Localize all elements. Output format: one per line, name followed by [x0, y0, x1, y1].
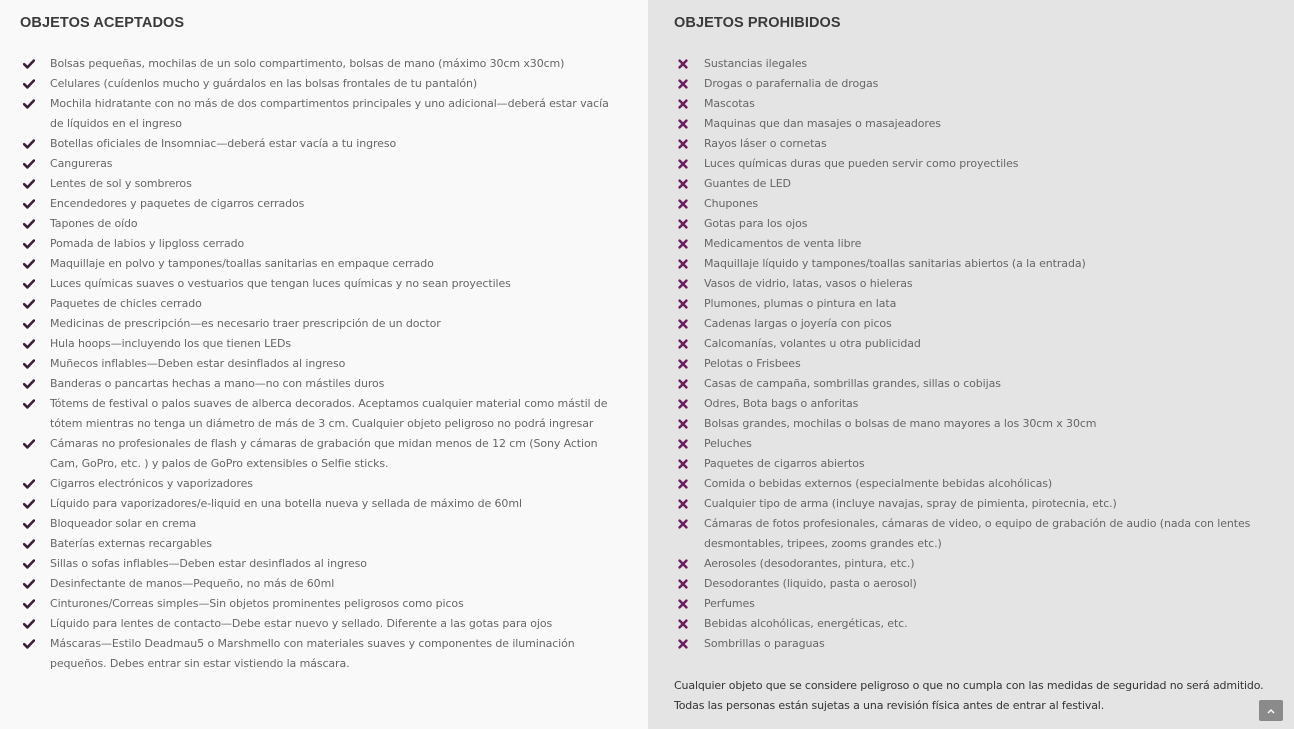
prohibited-item-text: Vasos de vidrio, latas, vasos o hieleras	[704, 277, 913, 290]
accepted-item-text: Bolsas pequeñas, mochilas de un solo compartimento, bolsas de mano (máximo 30cm x30cm)	[50, 57, 565, 70]
check-icon	[23, 639, 35, 649]
cross-icon	[677, 599, 689, 609]
prohibited-list	[674, 54, 1268, 654]
check-icon-wrap	[20, 514, 50, 534]
prohibited-item-text: Paquetes de cigarros abiertos	[704, 457, 865, 470]
prohibited-item-text: Maquinas que dan masajes o masajeadores	[704, 117, 941, 130]
cross-icon	[677, 639, 689, 649]
prohibited-item	[674, 254, 1268, 274]
cross-icon-wrap	[674, 394, 704, 414]
cross-icon	[677, 279, 689, 289]
check-icon-wrap	[20, 94, 50, 114]
accepted-item-text: Lentes de sol y sombreros	[50, 177, 192, 190]
accepted-item-text: Líquido para lentes de contacto—Debe estar nuevo y sellado. Diferente a las gotas para ojos	[50, 617, 553, 630]
check-icon	[23, 299, 35, 309]
check-icon	[23, 619, 35, 629]
accepted-item-text: Bloqueador solar en crema	[50, 517, 197, 530]
prohibited-item-text: Cualquier tipo de arma (incluye navajas, spray de pimienta, pirotecnia, etc.)	[704, 497, 1117, 510]
accepted-item	[20, 594, 628, 614]
accepted-heading: OBJETOS ACEPTADOS	[20, 15, 185, 31]
check-icon	[23, 339, 35, 349]
accepted-item-text: Muñecos inflables—Deben estar desinflados al ingreso	[50, 357, 346, 370]
prohibited-item-text: Medicamentos de venta libre	[704, 237, 862, 250]
accepted-item	[20, 354, 628, 374]
accepted-item	[20, 134, 628, 154]
accepted-item-text: Mochila hidratante con no más de dos compartimentos principales y uno adicional—deberá estar vacía de líquidos en el ingreso	[50, 97, 609, 130]
cross-icon-wrap	[674, 154, 704, 174]
prohibited-item-text: Aerosoles (desodorantes, pintura, etc.)	[704, 557, 915, 570]
prohibited-item-text: Guantes de LED	[704, 177, 791, 190]
prohibited-item	[674, 514, 1268, 554]
check-icon-wrap	[20, 494, 50, 514]
prohibited-item	[674, 114, 1268, 134]
check-icon	[23, 239, 35, 249]
cross-icon	[677, 479, 689, 489]
check-icon	[23, 359, 35, 369]
accepted-item	[20, 214, 628, 234]
check-icon	[23, 179, 35, 189]
cross-icon	[677, 99, 689, 109]
prohibited-item-text: Perfumes	[704, 597, 755, 610]
cross-icon-wrap	[674, 434, 704, 454]
cross-icon-wrap	[674, 634, 704, 654]
accepted-item	[20, 154, 628, 174]
check-icon	[23, 559, 35, 569]
cross-icon-wrap	[674, 94, 704, 114]
check-icon-wrap	[20, 254, 50, 274]
check-icon-wrap	[20, 594, 50, 614]
prohibited-item	[674, 134, 1268, 154]
prohibited-item-text: Sombrillas o paraguas	[704, 637, 825, 650]
check-icon-wrap	[20, 374, 50, 394]
accepted-item	[20, 474, 628, 494]
prohibited-item-text: Cámaras de fotos profesionales, cámaras de video, o equipo de grabación de audio (nada con lentes desmontables, tripees, zooms grandes etc.)	[704, 517, 1251, 550]
prohibited-column	[648, 0, 1294, 729]
cross-icon	[677, 59, 689, 69]
accepted-item	[20, 574, 628, 594]
cross-icon	[677, 159, 689, 169]
cross-icon	[677, 619, 689, 629]
cross-icon-wrap	[674, 574, 704, 594]
accepted-item	[20, 514, 628, 534]
cross-icon	[677, 499, 689, 509]
prohibited-item	[674, 374, 1268, 394]
check-icon	[23, 259, 35, 269]
check-icon-wrap	[20, 534, 50, 554]
accepted-item	[20, 634, 628, 674]
cross-icon	[677, 399, 689, 409]
prohibited-item	[674, 334, 1268, 354]
cross-icon	[677, 459, 689, 469]
prohibited-item	[674, 174, 1268, 194]
check-icon-wrap	[20, 334, 50, 354]
check-icon	[23, 79, 35, 89]
accepted-item	[20, 74, 628, 94]
check-icon-wrap	[20, 234, 50, 254]
cross-icon-wrap	[674, 374, 704, 394]
prohibited-item-text: Calcomanías, volantes u otra publicidad	[704, 337, 921, 350]
prohibited-item	[674, 274, 1268, 294]
prohibited-item-text: Casas de campaña, sombrillas grandes, sillas o cobijas	[704, 377, 1001, 390]
accepted-item-text: Baterías externas recargables	[50, 537, 212, 550]
check-icon-wrap	[20, 214, 50, 234]
check-icon	[23, 219, 35, 229]
check-icon-wrap	[20, 54, 50, 74]
check-icon-wrap	[20, 474, 50, 494]
accepted-item	[20, 534, 628, 554]
check-icon	[23, 519, 35, 529]
cross-icon	[677, 139, 689, 149]
prohibited-item-text: Chupones	[704, 197, 759, 210]
accepted-item-text: Desinfectante de manos—Pequeño, no más de 60ml	[50, 577, 335, 590]
prohibited-item	[674, 394, 1268, 414]
prohibited-item-text: Mascotas	[704, 97, 755, 110]
accepted-item	[20, 394, 628, 434]
prohibited-item	[674, 554, 1268, 574]
accepted-item	[20, 334, 628, 354]
prohibited-item	[674, 354, 1268, 374]
check-icon-wrap	[20, 574, 50, 594]
cross-icon-wrap	[674, 294, 704, 314]
check-icon	[23, 159, 35, 169]
prohibited-item	[674, 494, 1268, 514]
accepted-item-text: Líquido para vaporizadores/e-liquid en una botella nueva y sellada de máximo de 60ml	[50, 497, 522, 510]
cross-icon	[677, 259, 689, 269]
accepted-item	[20, 374, 628, 394]
check-icon	[23, 439, 35, 449]
prohibited-item-text: Odres, Bota bags o anforitas	[704, 397, 859, 410]
cross-icon-wrap	[674, 74, 704, 94]
accepted-item-text: Luces químicas suaves o vestuarios que tengan luces químicas y no sean proyectiles	[50, 277, 511, 290]
accepted-item	[20, 194, 628, 214]
cross-icon	[677, 359, 689, 369]
check-icon-wrap	[20, 134, 50, 154]
accepted-item	[20, 274, 628, 294]
prohibited-item	[674, 434, 1268, 454]
prohibited-item	[674, 294, 1268, 314]
check-icon-wrap	[20, 434, 50, 454]
accepted-item	[20, 254, 628, 274]
accepted-item	[20, 314, 628, 334]
prohibited-item-text: Peluches	[704, 437, 752, 450]
cross-icon	[677, 419, 689, 429]
cross-icon	[677, 199, 689, 209]
accepted-item	[20, 614, 628, 634]
accepted-item-text: Hula hoops—incluyendo los que tienen LEDs	[50, 337, 291, 350]
accepted-item-text: Cinturones/Correas simples—Sin objetos prominentes peligrosos como picos	[50, 597, 464, 610]
cross-icon	[677, 299, 689, 309]
prohibited-item	[674, 234, 1268, 254]
prohibited-item	[674, 74, 1268, 94]
prohibited-item-text: Plumones, plumas o pintura en lata	[704, 297, 897, 310]
cross-icon-wrap	[674, 454, 704, 474]
accepted-item-text: Tapones de oído	[50, 217, 138, 230]
accepted-list	[20, 54, 628, 674]
cross-icon	[677, 519, 689, 529]
cross-icon-wrap	[674, 214, 704, 234]
prohibited-item	[674, 414, 1268, 434]
cross-icon-wrap	[674, 254, 704, 274]
check-icon-wrap	[20, 174, 50, 194]
cross-icon	[677, 79, 689, 89]
cross-icon	[677, 179, 689, 189]
security-note: Cualquier objeto que se considere peligroso o que no cumpla con las medidas de seguridad no será admitido. Todas las personas están sujetas a una revisión física antes de entrar al festival.	[674, 679, 1264, 712]
cross-icon-wrap	[674, 354, 704, 374]
prohibited-item-text: Maquillaje líquido y tampones/toallas sanitarias abiertos (a la entrada)	[704, 257, 1086, 270]
cross-icon-wrap	[674, 614, 704, 634]
accepted-item	[20, 174, 628, 194]
prohibited-item-text: Desodorantes (liquido, pasta o aerosol)	[704, 577, 917, 590]
prohibited-item	[674, 454, 1268, 474]
cross-icon-wrap	[674, 194, 704, 214]
check-icon	[23, 59, 35, 69]
prohibited-item	[674, 214, 1268, 234]
prohibited-item-text: Drogas o parafernalia de drogas	[704, 77, 879, 90]
check-icon	[23, 399, 35, 409]
cross-icon	[677, 439, 689, 449]
cross-icon-wrap	[674, 334, 704, 354]
check-icon	[23, 499, 35, 509]
prohibited-item-text: Gotas para los ojos	[704, 217, 808, 230]
prohibited-item-text: Bolsas grandes, mochilas o bolsas de mano mayores a los 30cm x 30cm	[704, 417, 1097, 430]
prohibited-item	[674, 474, 1268, 494]
check-icon-wrap	[20, 634, 50, 654]
accepted-item-text: Cangureras	[50, 157, 113, 170]
cross-icon-wrap	[674, 54, 704, 74]
cross-icon-wrap	[674, 234, 704, 254]
chevron-up-icon	[1267, 708, 1275, 714]
cross-icon	[677, 319, 689, 329]
check-icon-wrap	[20, 194, 50, 214]
check-icon-wrap	[20, 314, 50, 334]
prohibited-item	[674, 94, 1268, 114]
check-icon-wrap	[20, 614, 50, 634]
cross-icon-wrap	[674, 274, 704, 294]
cross-icon-wrap	[674, 414, 704, 434]
accepted-item-text: Tótems de festival o palos suaves de alberca decorados. Aceptamos cualquier material como mástil de tótem mientras no tenga un diámetro de más de 3 cm. Cualquier objeto peligroso no podrá ingresar	[50, 397, 608, 430]
check-icon-wrap	[20, 394, 50, 414]
cross-icon	[677, 239, 689, 249]
check-icon	[23, 539, 35, 549]
prohibited-item-text: Bebidas alcohólicas, energéticas, etc.	[704, 617, 908, 630]
check-icon-wrap	[20, 74, 50, 94]
prohibited-item	[674, 54, 1268, 74]
check-icon	[23, 199, 35, 209]
cross-icon	[677, 379, 689, 389]
accepted-item	[20, 94, 628, 134]
accepted-item	[20, 54, 628, 74]
accepted-item-text: Cámaras no profesionales de flash y cámaras de grabación que midan menos de 12 cm (Sony Action Cam, GoPro, etc. ) y palos de GoPro extensibles o Selfie sticks.	[50, 437, 598, 470]
prohibited-item-text: Luces químicas duras que pueden servir como proyectiles	[704, 157, 1019, 170]
accepted-item	[20, 434, 628, 474]
accepted-item-text: Banderas o pancartas hechas a mano—no con mástiles duros	[50, 377, 385, 390]
prohibited-item-text: Pelotas o Frisbees	[704, 357, 801, 370]
cross-icon-wrap	[674, 314, 704, 334]
prohibited-item	[674, 594, 1268, 614]
cross-icon	[677, 559, 689, 569]
accepted-item	[20, 294, 628, 314]
accepted-item-text: Maquillaje en polvo y tampones/toallas sanitarias en empaque cerrado	[50, 257, 434, 270]
check-icon	[23, 139, 35, 149]
check-icon	[23, 379, 35, 389]
accepted-item-text: Pomada de labios y lipgloss cerrado	[50, 237, 245, 250]
check-icon-wrap	[20, 274, 50, 294]
prohibited-item	[674, 154, 1268, 174]
prohibited-item	[674, 634, 1268, 654]
accepted-item-text: Celulares (cuídenlos mucho y guárdalos en las bolsas frontales de tu pantalón)	[50, 77, 478, 90]
accepted-item-text: Medicinas de prescripción—es necesario traer prescripción de un doctor	[50, 317, 441, 330]
check-icon	[23, 599, 35, 609]
accepted-item	[20, 494, 628, 514]
cross-icon-wrap	[674, 134, 704, 154]
cross-icon-wrap	[674, 494, 704, 514]
cross-icon-wrap	[674, 554, 704, 574]
accepted-item	[20, 234, 628, 254]
check-icon	[23, 319, 35, 329]
check-icon	[23, 279, 35, 289]
check-icon	[23, 579, 35, 589]
cross-icon-wrap	[674, 594, 704, 614]
prohibited-item	[674, 574, 1268, 594]
prohibited-item-text: Sustancias ilegales	[704, 57, 808, 70]
accepted-item-text: Encendedores y paquetes de cigarros cerrados	[50, 197, 305, 210]
check-icon-wrap	[20, 294, 50, 314]
cross-icon	[677, 579, 689, 589]
cross-icon-wrap	[674, 514, 704, 534]
cross-icon	[677, 119, 689, 129]
check-icon-wrap	[20, 154, 50, 174]
accepted-item-text: Cigarros electrónicos y vaporizadores	[50, 477, 253, 490]
prohibited-heading: OBJETOS PROHIBIDOS	[674, 15, 841, 31]
check-icon	[23, 99, 35, 109]
cross-icon-wrap	[674, 174, 704, 194]
cross-icon	[677, 339, 689, 349]
accepted-item-text: Máscaras—Estilo Deadmau5 o Marshmello con materiales suaves y componentes de iluminación pequeños. Debes entrar sin estar vistiendo la máscara.	[50, 637, 575, 670]
prohibited-item	[674, 194, 1268, 214]
accepted-item-text: Botellas oficiales de Insomniac—deberá estar vacía a tu ingreso	[50, 137, 397, 150]
cross-icon-wrap	[674, 114, 704, 134]
check-icon-wrap	[20, 354, 50, 374]
check-icon	[23, 479, 35, 489]
prohibited-item	[674, 614, 1268, 634]
prohibited-item	[674, 314, 1268, 334]
prohibited-item-text: Rayos láser o cornetas	[704, 137, 827, 150]
accepted-item	[20, 554, 628, 574]
prohibited-item-text: Comida o bebidas externos (especialmente bebidas alcohólicas)	[704, 477, 1053, 490]
accepted-item-text: Sillas o sofas inflables—Deben estar desinflados al ingreso	[50, 557, 367, 570]
prohibited-item-text: Cadenas largas o joyería con picos	[704, 317, 892, 330]
cross-icon	[677, 219, 689, 229]
accepted-item-text: Paquetes de chicles cerrado	[50, 297, 202, 310]
check-icon-wrap	[20, 554, 50, 574]
cross-icon-wrap	[674, 474, 704, 494]
scroll-to-top-button[interactable]	[1259, 700, 1283, 721]
